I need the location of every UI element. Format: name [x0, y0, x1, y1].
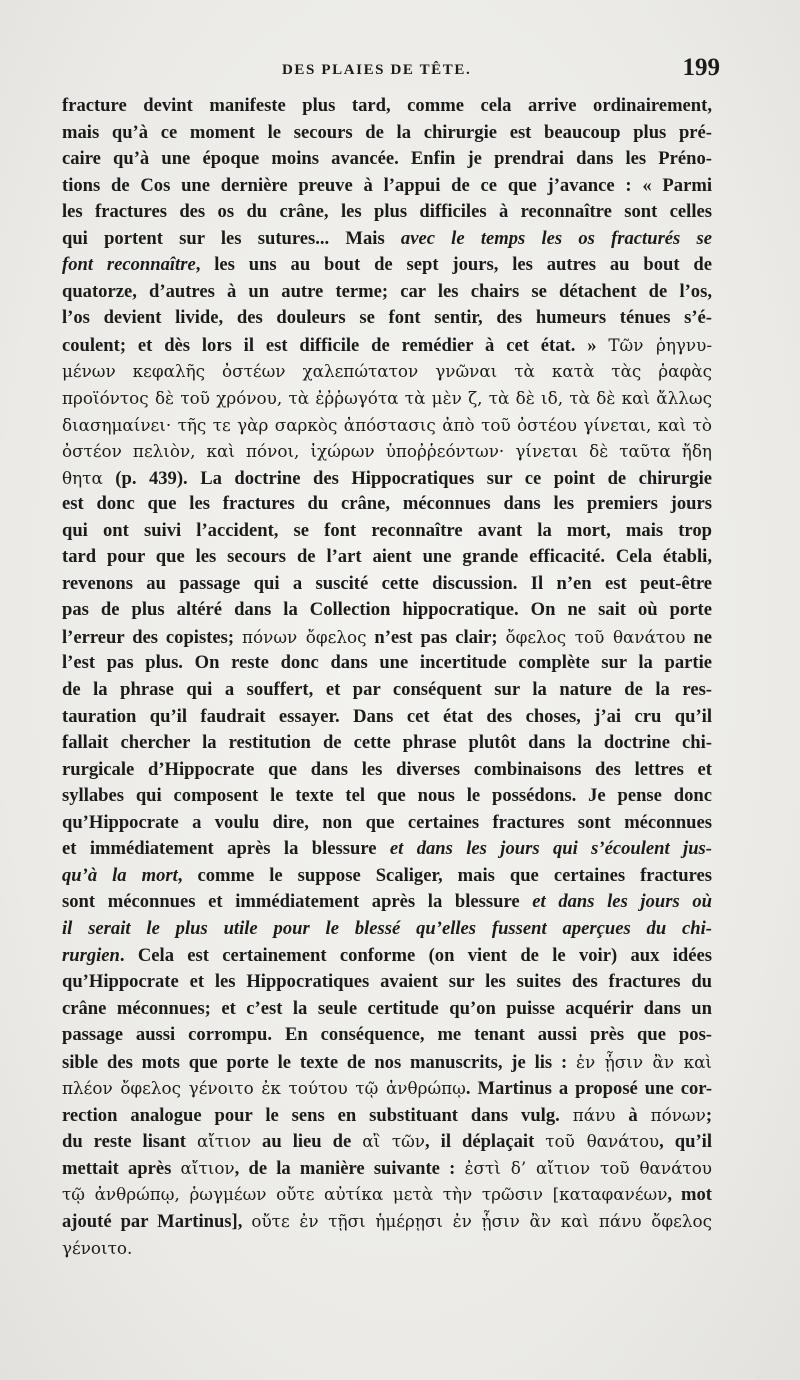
text-line [62, 544, 712, 571]
text-segment: et immédiatement après la blessure [62, 838, 390, 860]
text-line [62, 943, 712, 970]
text-line [62, 518, 712, 545]
italic-text: il serait le plus utile pour le blessé qu’elles fussent aperçues du chi- [62, 917, 712, 939]
running-title: DES PLAIES DE TÊTE. [282, 62, 472, 78]
text-segment: tauration qu’il faudrait essayer. Dans cet état des choses, j’ai cru qu’il [62, 705, 712, 727]
text-line [62, 863, 712, 890]
greek-text: προϊόντος δὲ τοῦ χρόνου, τὰ ἐῤῥωγότα τὰ μὲν ζ, τὰ δὲ ιδ, τὰ δὲ καὶ ἄλλως [62, 388, 712, 409]
text-segment: syllabes qui composent le texte tel que nous le possédons. Je pense donc [62, 785, 712, 807]
text-line [62, 783, 712, 810]
text-line [62, 624, 712, 651]
text-segment: fracture devint manifeste plus tard, comme cela arrive ordinairement, [62, 95, 712, 116]
greek-text: αἲ τῶν [362, 1131, 425, 1152]
greek-text: διασημαίνει· τῆς τε γὰρ σαρκὸς ἀπόστασις ἀπὸ τοῦ ὀστέου γίνεται, καὶ τὸ [62, 414, 712, 435]
text-segment: l’erreur des copistes; [62, 626, 242, 648]
page-header [62, 54, 720, 90]
text-line [62, 1208, 712, 1235]
greek-text: πλέον ὄφελος γένοιτο ἐκ τούτου τῷ ἀνθρώπῳ [62, 1078, 466, 1099]
text-line [62, 226, 712, 253]
text-segment: , mot [667, 1184, 712, 1206]
text-segment: coulent; et dès lors il est difficile de remédier à cet état. » [62, 334, 609, 356]
text-segment: ; [705, 1104, 712, 1126]
greek-text: πάνυ [572, 1104, 616, 1125]
text-line [62, 1128, 712, 1155]
text-segment: mais qu’à ce moment le secours de la chirurgie est beaucoup plus pré- [62, 121, 712, 143]
text-segment: rurgicale d’Hippocrate que dans les diverses combinaisons des lettres et [62, 758, 712, 780]
text-segment: mettait après [62, 1157, 181, 1179]
page-number: 199 [682, 54, 720, 81]
text-segment: du reste lisant [62, 1131, 197, 1153]
text-segment: qui ont suivi l’accident, se font reconnaître avant la mort, mais trop [62, 519, 712, 541]
text-segment: . Martinus a proposé une cor- [465, 1078, 712, 1100]
text-segment: sible des mots que porte le texte de nos manuscrits, je lis : [62, 1051, 577, 1073]
text-line [62, 1181, 712, 1208]
body-text [62, 93, 712, 1261]
text-segment: qu’Hippocrate et les Hippocratiques avaient sur les suites des fractures du [62, 971, 712, 993]
greek-text: τῷ ἀνθρώπῳ, ῥωγμέων οὔτε αὐτίκα μετὰ τὴν τρῶσιν [καταφανέων [62, 1184, 668, 1205]
greek-text: ὀστέον πελιὸν, καὶ πόνοι, ἰχώρων ὑποῤῥεόντων· γίνεται δὲ ταῦτα ἤδη [62, 441, 712, 462]
italic-text: et dans les jours où [532, 891, 712, 913]
text-line [62, 1022, 712, 1049]
text-line [62, 677, 712, 704]
text-line [62, 836, 712, 863]
text-segment: tions de Cos une dernière preuve à l’appui de ce que j’avance : « Parmi [62, 174, 712, 196]
greek-text: θητα [62, 467, 103, 488]
text-segment: au lieu de [251, 1131, 363, 1153]
greek-text: πόνων ὄφελος [241, 626, 367, 647]
text-line [62, 969, 712, 996]
text-line [62, 173, 712, 200]
text-line [62, 1102, 712, 1129]
text-line [62, 571, 712, 598]
greek-text: μένων κεφαλῆς ὀστέων χαλεπώτατον γνῶναι τὰ κατὰ τὰς ῥαφὰς [62, 361, 712, 382]
text-line [62, 704, 712, 731]
text-segment: ne [685, 626, 712, 648]
text-segment: est donc que les fractures du crâne, méconnues dans les premiers jours [62, 493, 712, 515]
text-segment: qu’Hippocrate a voulu dire, non que certaines fractures sont méconnues [62, 811, 712, 833]
text-segment: , il déplaçait [425, 1131, 546, 1153]
text-line [62, 810, 712, 837]
text-segment: qui portent sur les sutures... Mais [62, 227, 401, 249]
greek-text: ὄφελος τοῦ θανάτου [505, 626, 686, 647]
text-segment: revenons au passage qui a suscité cette discussion. Il n’en est peut-être [62, 572, 712, 594]
greek-text: γένοιτο. [62, 1237, 133, 1258]
text-line [62, 120, 712, 147]
text-segment: , comme le suppose Scaliger, mais que certaines fractures [177, 864, 712, 886]
text-line [62, 465, 712, 492]
greek-text: αἴτιον [196, 1131, 252, 1152]
text-line [62, 730, 712, 757]
greek-text: οὔτε ἐν τῇσι ἡμέρῃσι ἐν ᾗσιν ἂν καὶ πάνυ ὄφελος [251, 1210, 712, 1231]
text-segment: , les uns au bout de sept jours, les autres au bout de [195, 254, 712, 276]
italic-text: avec le temps les os fracturés se [400, 227, 712, 249]
text-segment: ajouté par Martinus], [62, 1210, 252, 1232]
text-line [62, 597, 712, 624]
text-line [62, 93, 712, 120]
text-line [62, 1075, 712, 1102]
greek-text: τοῦ θανάτου [545, 1131, 660, 1152]
text-line [62, 358, 712, 385]
text-line [62, 146, 712, 173]
text-line [62, 412, 712, 439]
italic-text: et dans les jours qui s’écoulent jus- [389, 838, 712, 860]
text-segment: fallait chercher la restitution de cette phrase plutôt dans la doctrine chi- [62, 732, 712, 754]
text-segment: , qu’il [659, 1131, 712, 1153]
text-segment: crâne méconnues; et c’est la seule certitude qu’on puisse acquérir dans un [62, 997, 712, 1019]
text-segment: quatorze, d’autres à un autre terme; car les chairs se détachent de l’os, [62, 280, 712, 302]
text-line [62, 996, 712, 1023]
italic-text: font reconnaître [62, 254, 196, 276]
text-segment: passage aussi corrompu. En conséquence, me tenant aussi près que pos- [62, 1024, 712, 1046]
text-line [62, 650, 712, 677]
italic-text: rurgien [62, 944, 120, 966]
text-segment: de la phrase qui a souffert, et par conséquent sur la nature de la res- [62, 679, 712, 701]
text-line [62, 916, 712, 943]
text-segment: les fractures des os du crâne, les plus difficiles à reconnaître sont celles [62, 201, 712, 223]
text-line [62, 1049, 712, 1076]
text-segment: caire qu’à une époque moins avancée. Enfin je prendrai dans les Préno- [62, 148, 712, 170]
text-segment: . Cela est certainement conforme (on vient de le voir) aux idées [119, 944, 712, 966]
text-line [62, 757, 712, 784]
text-line [62, 889, 712, 916]
text-segment: , de la manière suivante : [234, 1157, 465, 1179]
text-segment: sont méconnues et immédiatement après la blessure [62, 891, 533, 913]
text-line [62, 199, 712, 226]
text-line [62, 252, 712, 279]
text-segment: tard pour que les secours de l’art aient une grande efficacité. Cela établi, [62, 546, 712, 568]
greek-text: αἴτιον [180, 1157, 235, 1178]
greek-text: ἐστὶ δ’ αἴτιον τοῦ θανάτου [464, 1157, 712, 1178]
text-segment: à [615, 1104, 651, 1126]
text-line [62, 385, 712, 412]
greek-text: ἐν ᾗσιν ἂν καὶ [576, 1051, 712, 1072]
text-line [62, 279, 712, 306]
text-line [62, 332, 712, 359]
text-line [62, 438, 712, 465]
italic-text: qu’à la mort [62, 864, 178, 886]
text-segment: rection analogue pour le sens en substituant dans vulg. [62, 1104, 573, 1126]
text-segment: n’est pas clair; [366, 626, 506, 648]
greek-text: Τῶν ῥηγνυ- [608, 334, 712, 355]
greek-text: πόνων [650, 1104, 706, 1125]
text-segment: (p. 439). La doctrine des Hippocratiques sur ce point de chirurgie [102, 467, 712, 489]
text-line [62, 1235, 712, 1262]
text-segment: l’est pas plus. On reste donc dans une incertitude complète sur la partie [62, 652, 712, 674]
text-segment: l’os devient livide, des douleurs se font sentir, des humeurs ténues s’é- [62, 307, 712, 329]
text-line [62, 1155, 712, 1182]
text-segment: pas de plus altéré dans la Collection hippocratique. On ne sait où porte [62, 599, 712, 621]
text-line [62, 305, 712, 332]
text-line [62, 491, 712, 518]
